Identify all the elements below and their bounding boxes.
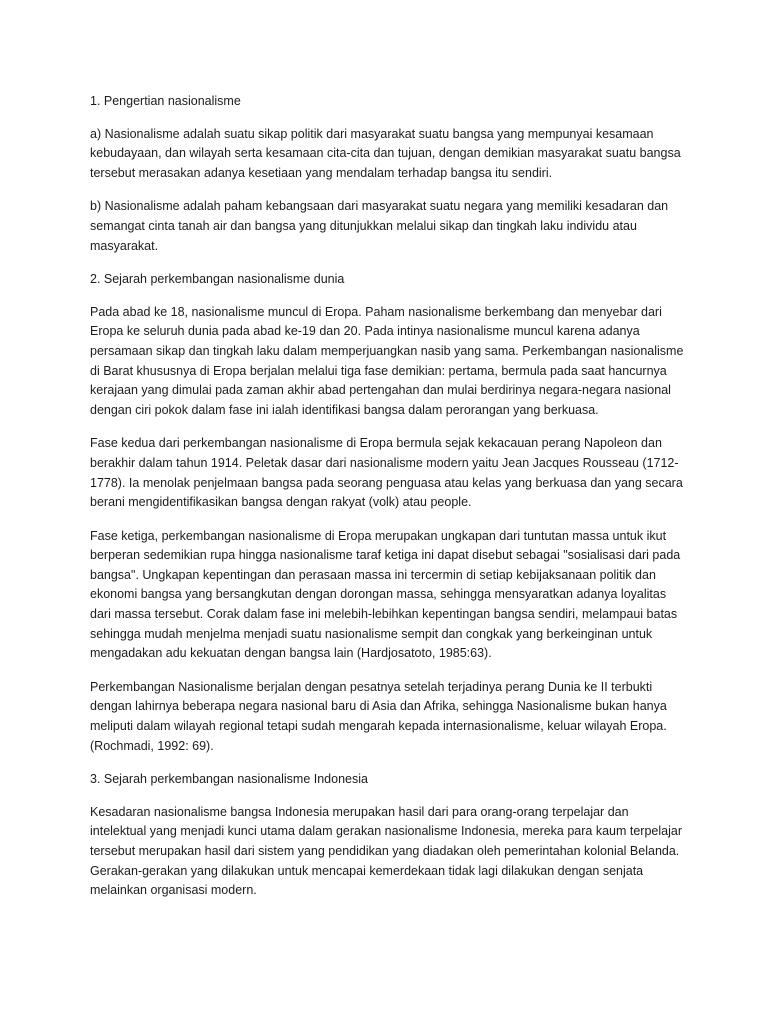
section-sejarah-indonesia <box>90 770 686 901</box>
section-3-heading: 3. Sejarah perkembangan nasionalisme Indonesia <box>90 772 368 787</box>
paragraph: Pada abad ke 18, nasionalisme muncul di Eropa. Paham nasionalisme berkembang dan menyebar dari Eropa ke seluruh dunia pada abad ke-19 dan 20. Pada intinya nasionalisme muncul karena adanya persamaan sikap dan tingkah laku dalam memperjuangkan nasib yang sama. Perkembangan nasionalisme di Barat khususnya di Eropa berjalan melalui tiga fase demikian: pertama, bermula pada saat hancurnya kerajaan yang dimulai pada zaman akhir abad pertengahan dan mulai berdirinya negara-negara nasional dengan ciri pokok dalam fase ini ialah identifikasi bangsa dalam perorangan yang berkuasa. <box>90 304 684 417</box>
section-1-heading: 1. Pengertian nasionalisme <box>90 94 241 108</box>
paragraph: Perkembangan Nasionalisme berjalan dengan pesatnya setelah terjadinya perang Dunia ke II terbukti dengan lahirnya beberapa negara nasional baru di Asia dan Afrika, sehingga Nasionalisme bukan hanya meliputi dalam wilayah regional tetapi sudah mengarah kepada internasionalisme, keluar wilayah Eropa. (Rochmadi, 1992: 69). <box>90 679 667 753</box>
section-pengertian <box>90 92 686 256</box>
paragraph: Fase kedua dari perkembangan nasionalisme di Eropa bermula sejak kekacauan perang Napoleon dan berakhir dalam tahun 1914. Peletak dasar dari nasionalisme modern yaitu Jean Jacques Rousseau (1712-1778). Ia menolak penjelmaan bangsa pada seorang penguasa atau kelas yang berkuasa dan yang secara berani mengidentifikasikan bangsa dengan rakyat (volk) atau people. <box>90 436 683 510</box>
paragraph: Fase ketiga, perkembangan nasionalisme di Eropa merupakan ungkapan dari tuntutan massa untuk ikut berperan sedemikian rupa hingga nasionalisme taraf ketiga ini dapat disebut sebagai "sosialisasi dari pada bangsa". Ungkapan kepentingan dan perasaan massa ini tercermin di setiap kebijaksanaan politik dan ekonomi bangsa yang bersangkutan dengan dorongan massa, sehingga mensyaratkan adanya loyalitas dari massa tersebut. Corak dalam fase ini melebih-lebihkan kepentingan bangsa sendiri, melampaui batas sehingga mudah menjelma menjadi suatu nasionalisme sempit dan congkak yang berkeinginan untuk mengadakan adu kekuatan dengan bangsa lain (Hardjosatoto, 1985:63). <box>90 528 681 661</box>
section-sejarah-dunia <box>90 270 686 756</box>
paragraph: a) Nasionalisme adalah suatu sikap politik dari masyarakat suatu bangsa yang mempunyai kesamaan kebudayaan, dan wilayah serta kesamaan cita-cita dan tujuan, dengan demikian masyarakat suatu bangsa tersebut merasakan adanya kesetiaan yang mendalam terhadap bangsa itu sendiri. <box>90 126 681 180</box>
paragraph: Kesadaran nasionalisme bangsa Indonesia merupakan hasil dari para orang-orang terpelajar dan intelektual yang menjadi kunci utama dalam gerakan nasionalisme Indonesia, mereka para kaum terpelajar tersebut merupakan hasil dari sistem yang pendidikan yang diadakan oleh pemerintahan kolonial Belanda. Gerakan-gerakan yang dilakukan untuk mencapai kemerdekaan tidak lagi dilakukan dengan senjata melainkan organisasi modern. <box>90 804 682 898</box>
section-2-heading: 2. Sejarah perkembangan nasionalisme dunia <box>90 272 345 287</box>
paragraph: b) Nasionalisme adalah paham kebangsaan dari masyarakat suatu negara yang memiliki kesadaran dan semangat cinta tanah air dan bangsa yang ditunjukkan melalui sikap dan tingkah laku individu atau masyarakat. <box>90 199 669 253</box>
